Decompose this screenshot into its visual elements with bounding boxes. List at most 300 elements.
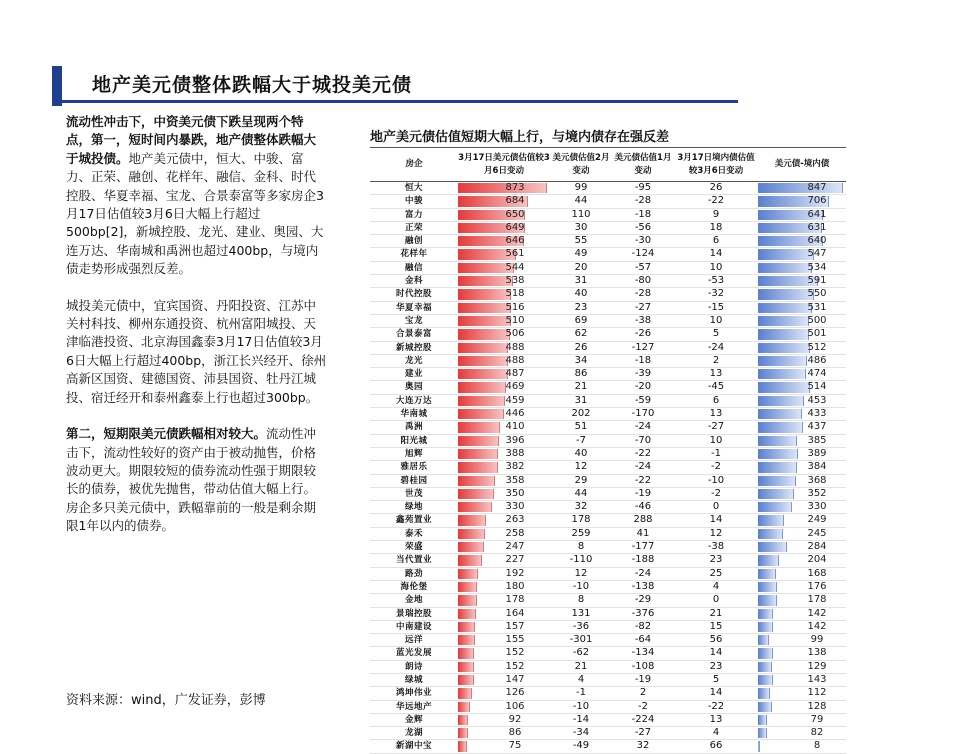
table-row: [370, 221, 846, 234]
cell-value: 506: [505, 328, 525, 340]
cell-value: 547: [807, 248, 827, 260]
cell-usd-change-mar: [458, 261, 550, 274]
cell-usd-change-mar: [458, 594, 550, 607]
cell-value: 126: [505, 687, 525, 699]
col-header-onshore-change: 3月17日境内债估值较3月6日变动: [674, 148, 758, 182]
cell-onshore-change: -22: [674, 700, 758, 713]
cell-company: 融创: [370, 235, 458, 248]
cell-onshore-change: 18: [674, 221, 758, 234]
table-row: [370, 687, 846, 700]
cell-value: 143: [807, 673, 827, 685]
cell-usd-change-mar: [458, 208, 550, 221]
cell-company: 奥园: [370, 381, 458, 394]
cell-company: 合景泰富: [370, 328, 458, 341]
cell-usd-change-jan: -29: [612, 594, 674, 607]
cell-usd-change-jan: -38: [612, 314, 674, 327]
cell-usd-change-mar: [458, 195, 550, 208]
cell-onshore-change: -53: [674, 275, 758, 288]
cell-usd-minus-onshore: [758, 713, 846, 726]
cell-usd-change-jan: -124: [612, 248, 674, 261]
table-title: 地产美元债估值短期大幅上行，与境内债存在强反差: [370, 130, 670, 145]
cell-value: 706: [807, 195, 827, 207]
cell-usd-change-feb: 31: [550, 275, 612, 288]
cell-usd-change-feb: -1: [550, 687, 612, 700]
cell-value: 152: [505, 647, 525, 659]
cell-company: 蓝光发展: [370, 647, 458, 660]
cell-usd-minus-onshore: [758, 208, 846, 221]
cell-value: 433: [807, 408, 827, 420]
table-row: [370, 182, 846, 195]
usd-change-data-bar: [458, 728, 468, 738]
cell-company: 金辉: [370, 713, 458, 726]
cell-value: 550: [807, 288, 827, 300]
cell-usd-minus-onshore: [758, 740, 846, 753]
table-row: [370, 381, 846, 394]
cell-onshore-change: -2: [674, 461, 758, 474]
table-row: [370, 275, 846, 288]
usd-change-data-bar: [458, 595, 477, 605]
cell-value: 92: [508, 713, 522, 725]
cell-company: 海伦堡: [370, 580, 458, 593]
cell-usd-change-mar: [458, 647, 550, 660]
cell-value: 561: [505, 248, 525, 260]
cell-company: 新城控股: [370, 341, 458, 354]
cell-usd-minus-onshore: [758, 501, 846, 514]
table-row: [370, 474, 846, 487]
table-row: [370, 288, 846, 301]
cell-usd-change-feb: 178: [550, 514, 612, 527]
cell-value: 631: [807, 221, 827, 233]
cell-value: 385: [807, 434, 827, 446]
cell-usd-change-feb: -7: [550, 434, 612, 447]
table-row: [370, 208, 846, 221]
cell-onshore-change: 23: [674, 554, 758, 567]
cell-usd-minus-onshore: [758, 541, 846, 554]
cell-company: 中骏: [370, 195, 458, 208]
cell-usd-change-jan: -56: [612, 221, 674, 234]
cell-usd-minus-onshore: [758, 408, 846, 421]
cell-value: 350: [505, 487, 525, 499]
cell-company: 阳光城: [370, 434, 458, 447]
usd-change-data-bar: [458, 622, 475, 632]
cell-onshore-change: 10: [674, 314, 758, 327]
cell-onshore-change: -38: [674, 541, 758, 554]
usd-change-data-bar: [458, 542, 484, 552]
cell-usd-change-feb: 30: [550, 221, 612, 234]
table-row: [370, 567, 846, 580]
cell-usd-minus-onshore: [758, 354, 846, 367]
cell-usd-change-feb: 12: [550, 567, 612, 580]
cell-usd-change-feb: 40: [550, 447, 612, 460]
usd-change-data-bar: [458, 688, 472, 698]
table-row: [370, 727, 846, 740]
cell-value: 152: [505, 660, 525, 672]
table-row: [370, 501, 846, 514]
cell-usd-change-jan: 41: [612, 527, 674, 540]
cell-value: 437: [807, 421, 827, 433]
cell-value: 155: [505, 634, 525, 646]
cell-usd-change-jan: -18: [612, 354, 674, 367]
cell-usd-change-mar: [458, 567, 550, 580]
table-row: [370, 514, 846, 527]
cell-usd-change-mar: [458, 408, 550, 421]
cell-usd-change-jan: -127: [612, 341, 674, 354]
cell-usd-change-feb: 51: [550, 421, 612, 434]
cell-usd-minus-onshore: [758, 434, 846, 447]
col-header-usd-change-jan: 美元债估值1月变动: [612, 148, 674, 182]
cell-usd-change-mar: [458, 713, 550, 726]
cell-usd-change-jan: 32: [612, 740, 674, 753]
cell-usd-change-jan: -24: [612, 461, 674, 474]
cell-usd-change-mar: [458, 421, 550, 434]
table-row: [370, 394, 846, 407]
cell-usd-change-jan: -30: [612, 235, 674, 248]
paragraph-1-text: 地产美元债中，恒大、中骏、富力、正荣、融创、花样年、融信、金科、时代控股、华夏幸福、宝龙、合景泰富等多家房企3月17日估值较3月6日大幅上行超过500bp[2]，新城控股、龙光、建业、奥园、大连万达、华南城和禹洲也超过400bp，与境内债走势形成强烈反差。: [66, 150, 324, 277]
cell-onshore-change: 13: [674, 408, 758, 421]
spread-data-bar: [758, 675, 773, 685]
usd-change-data-bar: [458, 715, 468, 725]
cell-onshore-change: 10: [674, 434, 758, 447]
cell-usd-change-mar: [458, 434, 550, 447]
cell-usd-minus-onshore: [758, 727, 846, 740]
cell-company: 宝龙: [370, 314, 458, 327]
cell-company: 绿城: [370, 673, 458, 686]
cell-value: 227: [505, 554, 525, 566]
cell-usd-change-jan: -170: [612, 408, 674, 421]
usd-change-data-bar: [458, 741, 467, 751]
cell-usd-minus-onshore: [758, 634, 846, 647]
cell-usd-change-feb: 202: [550, 408, 612, 421]
spread-data-bar: [758, 582, 777, 592]
cell-value: 384: [807, 461, 827, 473]
cell-usd-change-feb: 259: [550, 527, 612, 540]
cell-onshore-change: 5: [674, 328, 758, 341]
cell-value: 142: [807, 620, 827, 632]
cell-usd-minus-onshore: [758, 487, 846, 500]
cell-value: 459: [505, 394, 525, 406]
cell-value: 157: [505, 620, 525, 632]
cell-value: 516: [505, 301, 525, 313]
cell-usd-change-feb: 34: [550, 354, 612, 367]
col-header-usd-change-mar: 3月17日美元债估值较3月6日变动: [458, 148, 550, 182]
cell-usd-change-mar: [458, 328, 550, 341]
paragraph-3-bold: 第二，短期限美元债跌幅相对较大。: [66, 426, 267, 442]
usd-change-data-bar: [458, 529, 485, 539]
table-row: [370, 673, 846, 686]
cell-value: 646: [505, 235, 525, 247]
table-row: [370, 647, 846, 660]
cell-value: 488: [505, 354, 525, 366]
cell-usd-change-jan: -27: [612, 301, 674, 314]
paragraph-3-text: 流动性冲击下，流动性较好的资产由于被动抛售，价格波动更大。期限较短的债券流动性强于期限较长的债券，被优先抛售，带动估值大幅上行。房企多只美元债中，跌幅靠前的一般是剩余期限1年以内的债券。: [66, 426, 317, 534]
spread-data-bar: [758, 728, 767, 738]
cell-usd-change-mar: [458, 301, 550, 314]
cell-usd-change-jan: -26: [612, 328, 674, 341]
cell-usd-minus-onshore: [758, 687, 846, 700]
table-row: [370, 341, 846, 354]
cell-usd-minus-onshore: [758, 182, 846, 195]
table-row: [370, 594, 846, 607]
cell-company: 恒大: [370, 182, 458, 195]
cell-value: 531: [807, 301, 827, 313]
cell-onshore-change: -15: [674, 301, 758, 314]
cell-usd-change-feb: 31: [550, 394, 612, 407]
cell-usd-change-feb: 49: [550, 248, 612, 261]
cell-onshore-change: 14: [674, 514, 758, 527]
cell-usd-change-jan: -224: [612, 713, 674, 726]
cell-usd-change-jan: -82: [612, 620, 674, 633]
cell-usd-change-feb: -36: [550, 620, 612, 633]
cell-onshore-change: -32: [674, 288, 758, 301]
table-header-row: [370, 148, 846, 182]
cell-company: 融信: [370, 261, 458, 274]
cell-company: 鸿坤伟业: [370, 687, 458, 700]
cell-usd-change-jan: -59: [612, 394, 674, 407]
cell-usd-change-mar: [458, 368, 550, 381]
cell-value: 112: [807, 687, 827, 699]
cell-onshore-change: 0: [674, 501, 758, 514]
cell-usd-change-feb: 131: [550, 607, 612, 620]
cell-usd-change-mar: [458, 740, 550, 753]
usd-change-data-bar: [458, 648, 474, 658]
cell-company: 荣盛: [370, 541, 458, 554]
cell-usd-change-feb: 29: [550, 474, 612, 487]
cell-value: 684: [505, 195, 525, 207]
cell-usd-change-feb: 23: [550, 301, 612, 314]
cell-value: 330: [807, 501, 827, 513]
cell-usd-minus-onshore: [758, 527, 846, 540]
cell-usd-minus-onshore: [758, 394, 846, 407]
cell-usd-change-jan: -177: [612, 541, 674, 554]
cell-usd-change-feb: 62: [550, 328, 612, 341]
cell-onshore-change: 14: [674, 687, 758, 700]
cell-value: 75: [508, 740, 522, 752]
paragraph-1-bold: 流动性冲击下，中资美元债下跌呈现两个特点，第一，短时间内暴跌，地产债整体跌幅大于城投债。: [66, 114, 317, 166]
table-row: [370, 421, 846, 434]
table-row: [370, 634, 846, 647]
spread-data-bar: [758, 635, 769, 645]
cell-usd-minus-onshore: [758, 221, 846, 234]
table-row: [370, 740, 846, 753]
cell-usd-minus-onshore: [758, 195, 846, 208]
cell-usd-change-mar: [458, 288, 550, 301]
cell-value: 488: [505, 341, 525, 353]
cell-company: 世茂: [370, 487, 458, 500]
spread-data-bar: [758, 609, 773, 619]
cell-value: 192: [505, 567, 525, 579]
cell-value: 86: [508, 727, 522, 739]
cell-usd-minus-onshore: [758, 673, 846, 686]
spread-data-bar: [758, 648, 773, 658]
cell-value: 591: [807, 275, 827, 287]
cell-onshore-change: 14: [674, 647, 758, 660]
cell-company: 富力: [370, 208, 458, 221]
table-row: [370, 301, 846, 314]
spread-data-bar: [758, 688, 770, 698]
cell-value: 82: [810, 727, 824, 739]
cell-usd-change-feb: 55: [550, 235, 612, 248]
cell-usd-minus-onshore: [758, 567, 846, 580]
spread-data-bar: [758, 595, 777, 605]
spread-data-bar: [758, 715, 767, 725]
cell-value: 330: [505, 501, 525, 513]
cell-usd-change-feb: 20: [550, 261, 612, 274]
table-row: [370, 447, 846, 460]
table-row: [370, 461, 846, 474]
cell-usd-change-feb: 86: [550, 368, 612, 381]
cell-onshore-change: 0: [674, 594, 758, 607]
cell-usd-change-jan: -376: [612, 607, 674, 620]
cell-usd-change-jan: -108: [612, 660, 674, 673]
page-title: 地产美元债整体跌幅大于城投美元债: [92, 74, 413, 96]
cell-usd-minus-onshore: [758, 461, 846, 474]
cell-value: 147: [505, 673, 525, 685]
table-row: [370, 235, 846, 248]
cell-value: 79: [810, 713, 824, 725]
cell-usd-change-mar: [458, 554, 550, 567]
cell-usd-change-jan: -95: [612, 182, 674, 195]
cell-usd-change-mar: [458, 673, 550, 686]
cell-usd-minus-onshore: [758, 235, 846, 248]
cell-value: 258: [505, 527, 525, 539]
cell-usd-minus-onshore: [758, 660, 846, 673]
cell-usd-change-mar: [458, 514, 550, 527]
cell-onshore-change: 5: [674, 673, 758, 686]
cell-value: 245: [807, 527, 827, 539]
cell-usd-change-jan: -188: [612, 554, 674, 567]
cell-value: 168: [807, 567, 827, 579]
cell-value: 510: [505, 314, 525, 326]
cell-usd-minus-onshore: [758, 248, 846, 261]
cell-usd-change-mar: [458, 487, 550, 500]
cell-onshore-change: -1: [674, 447, 758, 460]
cell-usd-change-feb: 44: [550, 195, 612, 208]
cell-usd-change-feb: -110: [550, 554, 612, 567]
usd-change-data-bar: [458, 569, 478, 579]
cell-company: 时代控股: [370, 288, 458, 301]
cell-onshore-change: -22: [674, 195, 758, 208]
cell-value: 640: [807, 235, 827, 247]
col-header-usd-minus-onshore: 美元债-境内债: [758, 148, 846, 182]
cell-usd-change-jan: -22: [612, 474, 674, 487]
cell-company: 龙湖: [370, 727, 458, 740]
spread-data-bar: [758, 569, 776, 579]
cell-company: 正荣: [370, 221, 458, 234]
cell-usd-change-mar: [458, 461, 550, 474]
cell-usd-change-jan: -57: [612, 261, 674, 274]
paragraph-1: [66, 113, 328, 279]
cell-value: 8: [813, 740, 821, 752]
cell-company: 泰禾: [370, 527, 458, 540]
cell-usd-change-mar: [458, 248, 550, 261]
cell-value: 518: [505, 288, 525, 300]
cell-usd-change-mar: [458, 381, 550, 394]
cell-value: 382: [505, 461, 525, 473]
cell-onshore-change: 66: [674, 740, 758, 753]
table-row: [370, 487, 846, 500]
table-row: [370, 328, 846, 341]
cell-usd-change-feb: 110: [550, 208, 612, 221]
table-row: [370, 713, 846, 726]
cell-usd-minus-onshore: [758, 700, 846, 713]
cell-company: 禹洲: [370, 421, 458, 434]
usd-change-data-bar: [458, 515, 486, 525]
cell-usd-change-feb: 8: [550, 594, 612, 607]
table-row: [370, 368, 846, 381]
cell-usd-change-jan: -20: [612, 381, 674, 394]
cell-usd-minus-onshore: [758, 447, 846, 460]
cell-usd-minus-onshore: [758, 301, 846, 314]
cell-usd-change-mar: [458, 354, 550, 367]
cell-usd-minus-onshore: [758, 288, 846, 301]
cell-usd-change-mar: [458, 687, 550, 700]
cell-onshore-change: 26: [674, 182, 758, 195]
cell-company: 金科: [370, 275, 458, 288]
cell-company: 龙光: [370, 354, 458, 367]
table-row: [370, 700, 846, 713]
cell-usd-change-feb: -10: [550, 700, 612, 713]
cell-usd-minus-onshore: [758, 275, 846, 288]
cell-usd-minus-onshore: [758, 580, 846, 593]
cell-usd-minus-onshore: [758, 474, 846, 487]
cell-value: 106: [505, 700, 525, 712]
table-row: [370, 660, 846, 673]
table-row: [370, 580, 846, 593]
cell-usd-minus-onshore: [758, 607, 846, 620]
cell-value: 544: [505, 261, 525, 273]
cell-usd-change-feb: 99: [550, 182, 612, 195]
cell-onshore-change: 23: [674, 660, 758, 673]
cell-value: 352: [807, 487, 827, 499]
cell-company: 当代置业: [370, 554, 458, 567]
cell-usd-minus-onshore: [758, 368, 846, 381]
cell-company: 金地: [370, 594, 458, 607]
cell-onshore-change: 13: [674, 713, 758, 726]
cell-usd-change-feb: 69: [550, 314, 612, 327]
cell-value: 388: [505, 447, 525, 459]
cell-usd-change-mar: [458, 607, 550, 620]
cell-usd-minus-onshore: [758, 554, 846, 567]
cell-onshore-change: 12: [674, 527, 758, 540]
cell-value: 178: [505, 594, 525, 606]
usd-change-data-bar: [458, 702, 470, 712]
cell-onshore-change: 4: [674, 580, 758, 593]
cell-usd-change-feb: 32: [550, 501, 612, 514]
cell-usd-change-jan: -70: [612, 434, 674, 447]
cell-value: 358: [505, 474, 525, 486]
bond-valuation-table: [370, 147, 846, 754]
cell-usd-change-jan: -39: [612, 368, 674, 381]
cell-usd-change-jan: -46: [612, 501, 674, 514]
usd-change-data-bar: [458, 662, 474, 672]
cell-company: 华夏幸福: [370, 301, 458, 314]
cell-usd-minus-onshore: [758, 328, 846, 341]
cell-usd-change-feb: 12: [550, 461, 612, 474]
cell-usd-change-jan: -24: [612, 421, 674, 434]
cell-company: 景瑞控股: [370, 607, 458, 620]
cell-onshore-change: -2: [674, 487, 758, 500]
cell-value: 129: [807, 660, 827, 672]
cell-usd-change-mar: [458, 474, 550, 487]
cell-usd-change-jan: -27: [612, 727, 674, 740]
cell-company: 绿地: [370, 501, 458, 514]
cell-company: 中南建设: [370, 620, 458, 633]
cell-value: 649: [505, 221, 525, 233]
cell-value: 180: [505, 580, 525, 592]
cell-usd-change-jan: 288: [612, 514, 674, 527]
paragraph-2: 城投美元债中，宜宾国资、丹阳投资、江苏中关村科技、柳州东通投资、杭州富阳城投、天津临港投资、北京海国鑫泰3月17日估值较3月6日大幅上行超过400bp，浙江长兴经开、徐州高新区国资、建德国资、沛县国资、牡丹江城投、宿迁经开和泰州鑫泰上行也超过300bp。: [66, 297, 327, 405]
cell-usd-change-jan: -2: [612, 700, 674, 713]
